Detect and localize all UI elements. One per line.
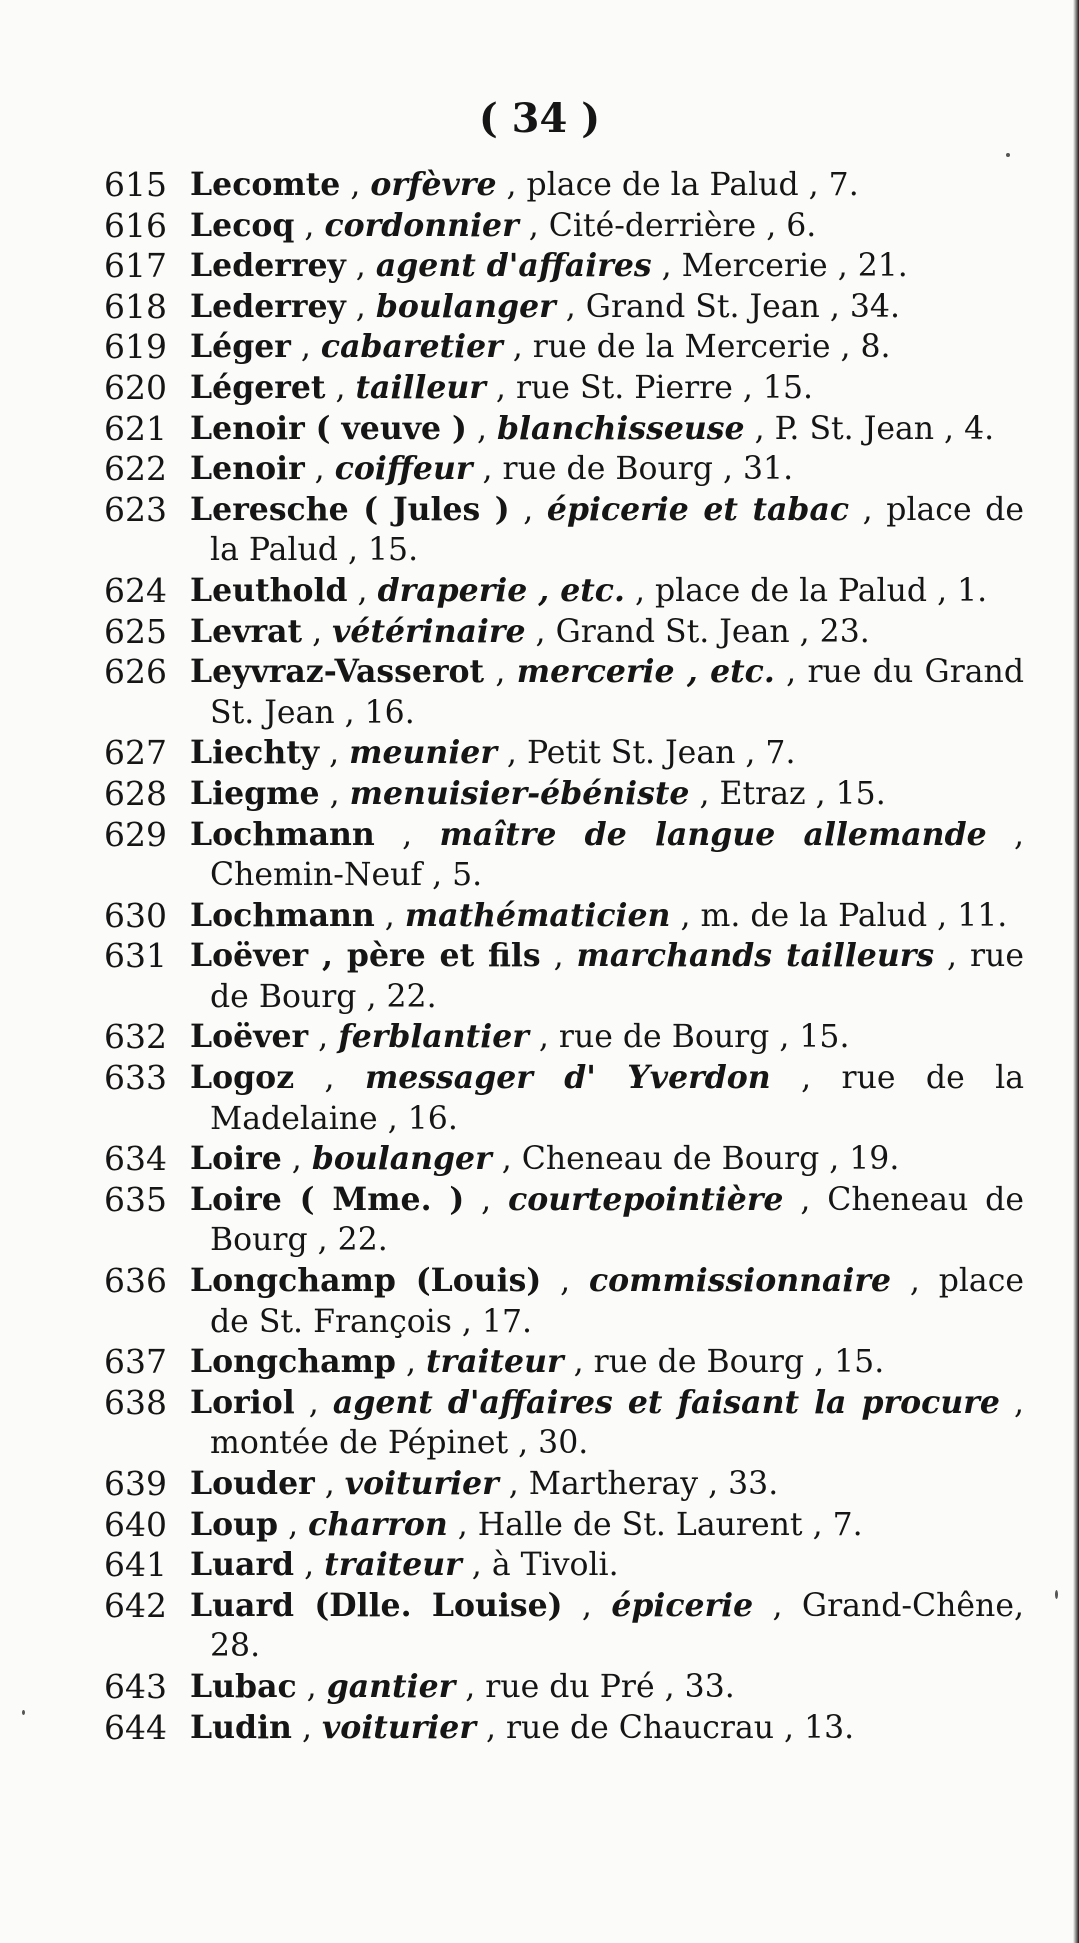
entry-name: Lecoq <box>190 206 295 244</box>
directory-entry <box>104 246 1024 287</box>
entry-number: 630 <box>104 895 167 935</box>
entry-occupation: voiturier <box>322 1708 476 1746</box>
entry-name: Lubac <box>190 1667 297 1705</box>
entry-occupation: courtepointière <box>508 1180 784 1218</box>
entry-address: rue de Bourg , 15. <box>558 1019 850 1056</box>
entry-name: Lochmann <box>190 896 375 934</box>
entry-name: Leresche ( Jules ) <box>190 490 510 528</box>
entry-address: place de la Palud , 15. <box>210 491 1024 569</box>
entry-text: Loire ( Mme. ) , courtepointière , Cheneau de Bourg , 22. <box>190 1180 1024 1259</box>
entry-number: 631 <box>104 936 167 976</box>
entry-name: Liechty <box>190 734 320 772</box>
entry-number: 627 <box>104 733 167 773</box>
entry-text: Loëver , ferblantier , rue de Bourg , 15. <box>190 1018 850 1056</box>
entry-text: Liechty , meunier , Petit St. Jean , 7. <box>190 734 796 772</box>
entry-number: 621 <box>104 408 167 448</box>
entry-occupation: boulanger <box>311 1140 492 1178</box>
entry-occupation: messager d' Yverdon <box>364 1059 771 1097</box>
entry-text: Leresche ( Jules ) , épicerie et tabac , place de la Palud , 15. <box>190 490 1024 569</box>
entry-name: Louder <box>190 1465 315 1502</box>
entry-name: Légeret <box>190 368 326 406</box>
entry-address: rue de Bourg , 31. <box>502 451 794 488</box>
entry-occupation: tailleur <box>355 368 486 406</box>
directory-entry <box>104 368 1024 409</box>
directory-entry <box>104 287 1024 328</box>
entry-text: Longchamp (Louis) , commissionnaire , place de St. François , 17. <box>190 1262 1024 1340</box>
entry-occupation: menuisier-ébéniste <box>349 774 690 812</box>
entry-number: 624 <box>104 570 167 610</box>
entry-name: Liegme <box>190 774 320 812</box>
entry-text: Loup , charron , Halle de St. Laurent , 7. <box>190 1505 863 1543</box>
entry-occupation: épicerie et tabac <box>546 490 850 528</box>
scan-edge <box>1073 0 1079 1943</box>
entry-text: Logoz , messager d' Yverdon , rue de la Madelaine , 16. <box>190 1059 1024 1137</box>
entry-address: rue St. Pierre , 15. <box>515 369 814 406</box>
entry-text: Luard , traiteur , à Tivoli. <box>190 1546 619 1584</box>
entry-name: Longchamp (Louis) <box>190 1262 542 1300</box>
entry-address: Grand St. Jean , 34. <box>585 288 900 325</box>
directory-entry <box>104 1505 1024 1546</box>
entry-number: 637 <box>104 1342 167 1382</box>
entry-text: Lederrey , boulanger , Grand St. Jean , 34. <box>190 287 900 325</box>
directory-entry <box>104 612 1024 653</box>
entry-number: 641 <box>104 1545 167 1585</box>
directory-entry <box>104 1586 1024 1667</box>
entry-address: rue de Chaucrau , 13. <box>505 1709 855 1746</box>
entry-number: 639 <box>104 1464 167 1503</box>
directory-entry <box>104 1017 1024 1058</box>
directory-entry <box>104 936 1024 1017</box>
directory-entry <box>104 165 1024 206</box>
entry-address: rue du Grand St. Jean , 16. <box>210 654 1024 731</box>
entry-occupation: coiffeur <box>334 450 473 488</box>
entry-number: 634 <box>104 1139 167 1179</box>
entry-occupation: cordonnier <box>324 206 519 244</box>
entry-number: 638 <box>104 1382 167 1422</box>
entry-occupation: draperie , etc. <box>377 571 625 609</box>
entry-number: 636 <box>104 1261 167 1301</box>
entry-address: Cité-derrière , 6. <box>548 207 817 244</box>
entry-address: place de St. François , 17. <box>210 1263 1024 1340</box>
entry-address: P. St. Jean , 4. <box>774 410 995 447</box>
entry-occupation: marchands tailleurs <box>576 937 935 975</box>
directory-entry <box>104 206 1024 247</box>
entry-name: Leuthold <box>190 571 348 609</box>
entry-text: Leuthold , draperie , etc. , place de la Palud , 1. <box>190 571 988 609</box>
entry-text: Ludin , voiturier , rue de Chaucrau , 13. <box>190 1708 855 1746</box>
entry-number: 626 <box>104 652 167 692</box>
entry-number: 628 <box>104 773 167 813</box>
entry-number: 642 <box>104 1585 167 1625</box>
entry-occupation: vétérinaire <box>332 612 526 650</box>
entry-text: Leyvraz-Vasserot , mercerie , etc. , rue du Grand St. Jean , 16. <box>190 653 1024 731</box>
entry-address: Etraz , 15. <box>719 775 886 812</box>
entry-name: Loëver , père et fils <box>190 937 541 975</box>
entry-name: Loriol <box>190 1383 295 1421</box>
entry-address: Chemin-Neuf , 5. <box>210 857 483 894</box>
entry-name: Logoz <box>190 1059 295 1097</box>
entry-name: Lecomte <box>190 166 341 203</box>
entry-address: Cheneau de Bourg , 19. <box>521 1141 900 1178</box>
directory-entry <box>104 733 1024 774</box>
entry-number: 625 <box>104 611 167 651</box>
entry-number: 617 <box>104 246 167 286</box>
entry-name: Loup <box>190 1505 279 1543</box>
entry-text: Lubac , gantier , rue du Pré , 33. <box>190 1667 735 1705</box>
entry-occupation: épicerie <box>611 1586 754 1624</box>
directory-entry <box>104 1342 1024 1383</box>
entry-name: Loire <box>190 1140 282 1178</box>
entry-address: Petit St. Jean , 7. <box>526 735 796 772</box>
entry-address: à Tivoli. <box>491 1547 619 1584</box>
entry-address: m. de la Palud , 11. <box>700 897 1008 934</box>
entry-number: 629 <box>104 814 167 854</box>
directory-entry <box>104 1180 1024 1261</box>
entry-number: 635 <box>104 1179 167 1219</box>
directory-entry <box>104 490 1024 571</box>
entry-occupation: agent d'affaires et faisant la procure <box>332 1383 1000 1421</box>
entry-name: Loire ( Mme. ) <box>190 1180 465 1218</box>
entry-name: Longchamp <box>190 1343 396 1381</box>
entry-name: Leyvraz-Vasserot <box>190 653 485 691</box>
entry-occupation: maître de langue allemande <box>439 815 987 853</box>
directory-entry <box>104 571 1024 612</box>
entry-text: Luard (Dlle. Louise) , épicerie , Grand-Chêne, 28. <box>190 1586 1024 1665</box>
directory-entry <box>104 1667 1024 1708</box>
ink-speck <box>1055 1590 1058 1599</box>
entry-text: Légeret , tailleur , rue St. Pierre , 15. <box>190 368 814 406</box>
entry-occupation: orfèvre <box>370 166 497 203</box>
entry-name: Lederrey <box>190 287 346 325</box>
entry-number: 615 <box>104 165 167 204</box>
entry-name: Lochmann <box>190 815 375 853</box>
entry-name: Lederrey <box>190 247 346 285</box>
entry-text: Lochmann , maître de langue allemande , Chemin-Neuf , 5. <box>190 815 1025 894</box>
entry-text: Lecomte , orfèvre , place de la Palud , 7. <box>190 166 859 203</box>
directory-entry <box>104 652 1024 733</box>
entry-address: rue du Pré , 33. <box>485 1668 735 1705</box>
entry-occupation: voiturier <box>344 1465 499 1502</box>
entry-occupation: meunier <box>349 734 497 772</box>
entry-address: Mercerie , 21. <box>681 248 908 285</box>
entry-text: Loire , boulanger , Cheneau de Bourg , 19. <box>190 1140 900 1178</box>
entry-text: Lederrey , agent d'affaires , Mercerie , 21. <box>190 247 908 285</box>
ink-speck <box>22 1710 25 1715</box>
entry-name: Luard <box>190 1546 295 1584</box>
directory-entry <box>104 1139 1024 1180</box>
entry-address: Halle de St. Laurent , 7. <box>477 1506 863 1543</box>
page-number: ( 34 ) <box>478 95 601 142</box>
entry-text: Liegme , menuisier-ébéniste , Etraz , 15. <box>190 774 886 812</box>
directory-entry <box>104 409 1024 450</box>
directory-entry <box>104 896 1024 937</box>
entry-address: place de la Palud , 7. <box>526 167 859 203</box>
entry-number: 632 <box>104 1017 167 1057</box>
entry-address: Grand-Chêne, 28. <box>210 1587 1024 1665</box>
directory-entry <box>104 327 1024 368</box>
entry-address: Cheneau de Bourg , 22. <box>210 1181 1024 1259</box>
directory-entry <box>104 815 1024 896</box>
entry-occupation: cabaretier <box>320 328 503 366</box>
entry-occupation: gantier <box>326 1667 456 1705</box>
directory-entries <box>104 165 1024 1748</box>
entry-occupation: charron <box>308 1505 448 1543</box>
entry-number: 616 <box>104 205 167 245</box>
entry-name: Luard (Dlle. Louise) <box>190 1586 563 1624</box>
entry-name: Léger <box>190 328 291 366</box>
entry-address: montée de Pépinet , 30. <box>210 1425 589 1462</box>
entry-address: Martheray , 33. <box>528 1466 779 1502</box>
entry-occupation: traiteur <box>324 1546 462 1584</box>
entry-occupation: mercerie , etc. <box>516 653 775 691</box>
entry-occupation: commissionnaire <box>588 1262 892 1300</box>
entry-address: place de la Palud , 1. <box>654 572 988 609</box>
entry-number: 643 <box>104 1666 167 1706</box>
entry-occupation: blanchisseuse <box>497 409 745 447</box>
entry-name: Ludin <box>190 1708 292 1746</box>
ink-speck <box>1006 153 1010 157</box>
entry-text: Lecoq , cordonnier , Cité-derrière , 6. <box>190 206 817 244</box>
directory-entry <box>104 1464 1024 1505</box>
directory-entry <box>104 1058 1024 1139</box>
entry-number: 633 <box>104 1058 167 1098</box>
entry-occupation: boulanger <box>375 287 556 325</box>
entry-text: Loëver , père et fils , marchands tailleurs , rue de Bourg , 22. <box>190 937 1024 1015</box>
entry-text: Lenoir , coiffeur , rue de Bourg , 31. <box>190 450 794 488</box>
directory-entry <box>104 1545 1024 1586</box>
directory-entry <box>104 1261 1024 1342</box>
entry-name: Levrat <box>190 612 303 650</box>
entry-text: Lochmann , mathématicien , m. de la Palud , 11. <box>190 896 1008 934</box>
entry-text: Levrat , vétérinaire , Grand St. Jean , 23. <box>190 612 870 650</box>
entry-number: 620 <box>104 367 167 407</box>
entry-number: 619 <box>104 327 167 367</box>
entry-text: Louder , voiturier , Martheray , 33. <box>190 1465 779 1502</box>
directory-entry <box>104 1708 1024 1749</box>
entry-text: Longchamp , traiteur , rue de Bourg , 15. <box>190 1343 885 1381</box>
entry-occupation: traiteur <box>425 1343 564 1381</box>
entry-number: 618 <box>104 286 167 326</box>
entry-number: 622 <box>104 449 167 489</box>
entry-text: Léger , cabaretier , rue de la Mercerie , 8. <box>190 328 891 366</box>
entry-occupation: agent d'affaires <box>375 247 652 285</box>
directory-entry <box>104 1383 1024 1464</box>
entry-occupation: ferblantier <box>338 1018 529 1056</box>
directory-entry <box>104 449 1024 490</box>
entry-address: rue de la Madelaine , 16. <box>210 1060 1024 1137</box>
entry-number: 640 <box>104 1504 167 1544</box>
entry-text: Loriol , agent d'affaires et faisant la procure , montée de Pépinet , 30. <box>190 1383 1024 1462</box>
entry-name: Loëver <box>190 1018 309 1056</box>
entry-name: Lenoir <box>190 450 305 488</box>
entry-text: Lenoir ( veuve ) , blanchisseuse , P. St. Jean , 4. <box>190 409 995 447</box>
entry-number: 644 <box>104 1707 167 1747</box>
entry-name: Lenoir ( veuve ) <box>190 409 467 447</box>
directory-entry <box>104 774 1024 815</box>
entry-occupation: mathématicien <box>404 896 671 934</box>
entry-address: rue de Bourg , 22. <box>210 938 1024 1015</box>
entry-address: rue de Bourg , 15. <box>593 1344 885 1381</box>
entry-address: rue de la Mercerie , 8. <box>532 329 891 366</box>
entry-address: Grand St. Jean , 23. <box>555 613 870 650</box>
entry-number: 623 <box>104 489 167 529</box>
